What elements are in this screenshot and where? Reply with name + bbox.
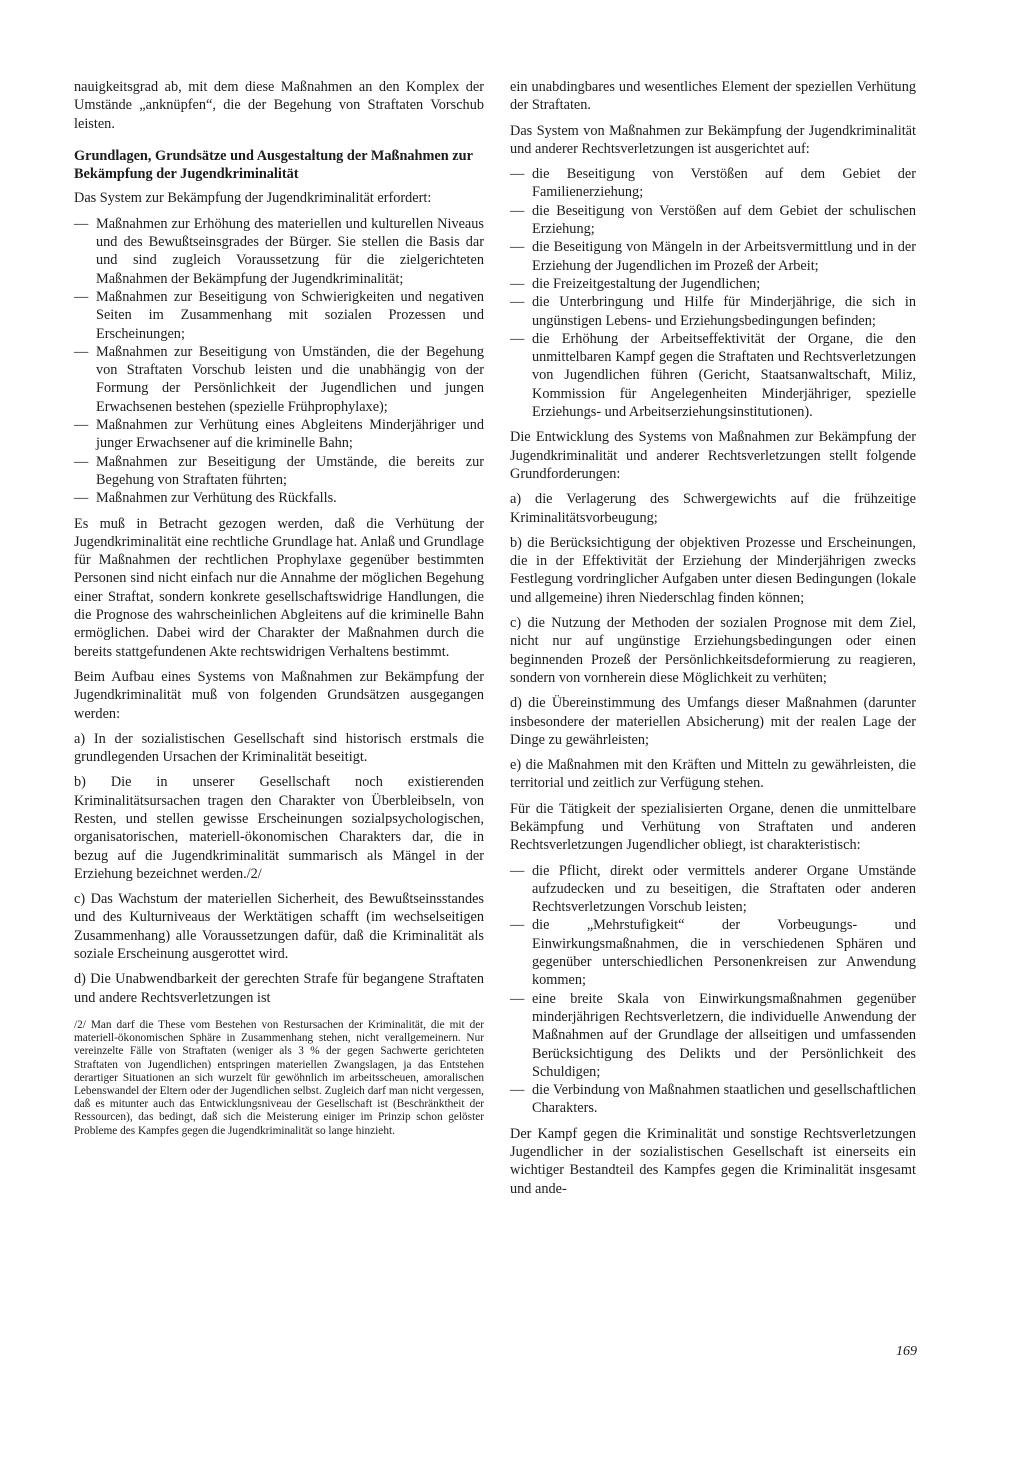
list-item: — die Unterbringung und Hilfe für Minderjährige, die sich in ungünstigen Lebens- und Erziehungsbedingungen befinden; bbox=[510, 293, 916, 330]
right-column bbox=[510, 78, 916, 1205]
requirement-a: a) die Verlagerung des Schwergewichts auf die frühzeitige Kriminalitätsvorbeugung; bbox=[510, 491, 916, 526]
list-item: — die Pflicht, direkt oder vermittels anderer Organe Umstände aufzudecken und zu beseitigen, die Straftaten oder anderen Rechtsverletzungen Vorschub leisten; bbox=[510, 862, 916, 917]
list-item: — die Erhöhung der Arbeitseffektivität der Organe, die den unmittelbaren Kampf gegen die Straftaten und Rechtsverletzungen von Jugendlichen führen (Gericht, Staatsanwaltschaft, Miliz, Kommission für Angelegenheiten Minderjähriger, spezielle Erziehungs- und Arbeitserziehungsinstitutionen). bbox=[510, 330, 916, 421]
focus-list bbox=[510, 165, 916, 421]
requirement-c: c) die Nutzung der Methoden der sozialen Prognose mit dem Ziel, nicht nur auf ungünstige Erziehungsbedingungen oder einen beginnenden Prozeß der Persönlichkeitsdeformierung zu reagieren, sondern von vornherein diese Möglichkeit zu verhüten; bbox=[510, 615, 916, 686]
principle-b: b) Die in unserer Gesellschaft noch existierenden Kriminalitätsursachen tragen den Charakter von Überbleibseln, von Resten, und stellen gewisse Erscheinungen sozialpsychologischen, organisatorischen, materiell-ökonomischen Charakters dar, die in bezug auf die Jugendkriminalität summarisch als Mängel in der Erziehung bezeichnet werden./2/ bbox=[74, 774, 484, 882]
list-item: — die Beseitigung von Mängeln in der Arbeitsvermittlung und in der Erziehung der Jugendlichen im Prozeß der Arbeit; bbox=[510, 238, 916, 275]
list-item: — eine breite Skala von Einwirkungsmaßnahmen gegenüber minderjährigen Rechtsverletzern, die individuelle Anwendung der Maßnahmen auf der Grundlage der allseitigen und umfassenden Berücksichtigung des Delikts und der Persönlichkeit des Schuldigen; bbox=[510, 990, 916, 1081]
requirement-d: d) die Übereinstimmung des Umfangs dieser Maßnahmen (darunter insbesondere der materiellen Absicherung) mit der realen Lage der Dinge zu gewährleisten; bbox=[510, 695, 916, 748]
list-item: — Maßnahmen zur Beseitigung der Umstände, die bereits zur Begehung von Straftaten führten; bbox=[74, 453, 484, 490]
list-item: — die Verbindung von Maßnahmen staatlichen und gesellschaftlichen Charakters. bbox=[510, 1081, 916, 1118]
paragraph: Der Kampf gegen die Kriminalität und sonstige Rechtsverletzungen Jugendlicher in der sozialistischen Gesellschaft ist einerseits ein wichtiger Bestandteil des Kampfes gegen die Kriminalität insgesamt und ande- bbox=[510, 1125, 916, 1197]
list-item: — Maßnahmen zur Beseitigung von Umständen, die der Begehung von Straftaten Vorschub leisten und die unabhängig von der Formung der Persönlichkeit der Jugendlichen und jungen Erwachsenen bestehen (spezielle Frühprophylaxe); bbox=[74, 343, 484, 416]
list-item: — die Beseitigung von Verstößen auf dem Gebiet der Familienerziehung; bbox=[510, 165, 916, 202]
list-item: — Maßnahmen zur Beseitigung von Schwierigkeiten und negativen Seiten im Zusammenhang mit sozialen Prozessen und Erscheinungen; bbox=[74, 288, 484, 343]
principle-d: d) Die Unabwendbarkeit der gerechten Strafe für begangene Straftaten und andere Rechtsverletzungen ist bbox=[74, 971, 484, 1006]
left-column bbox=[74, 78, 484, 1145]
list-item: — Maßnahmen zur Erhöhung des materiellen und kulturellen Niveaus und des Bewußtseinsgrades der Bürger. Sie stellen die Basis dar und sind zugleich Voraussetzung für die zielgerichteten Maßnahmen der Bekämpfung der Jugendkriminalität; bbox=[74, 215, 484, 288]
page-number: 169 bbox=[896, 1344, 917, 1359]
list-item: — die Freizeitgestaltung der Jugendlichen; bbox=[510, 275, 916, 293]
list-item: — Maßnahmen zur Verhütung des Rückfalls. bbox=[74, 489, 484, 507]
paragraph: Es muß in Betracht gezogen werden, daß die Verhütung der Jugendkriminalität eine rechtliche Grundlage hat. Anlaß und Grundlage für Maßnahmen der rechtlichen Prophylaxe gegenüber bestimmten Personen sind nicht einfach nur die Annahme der möglichen Begehung einer Straftat, sondern konkrete gesellschaftswidrige Handlungen, die die Prognose des wahrscheinlichen Abgleitens auf die kriminelle Bahn ermöglichen. Dabei wird der Charakter der Maßnahmen durch die bereits stattgefundenen Akte rechtswidrigen Verhaltens bestimmt. bbox=[74, 515, 484, 660]
characteristics-list bbox=[510, 862, 916, 1118]
paragraph-continuation: ein unabdingbares und wesentliches Element der speziellen Verhütung der Straftaten. bbox=[510, 79, 916, 114]
list-item: — die Beseitigung von Verstößen auf dem Gebiet der schulischen Erziehung; bbox=[510, 202, 916, 239]
requirement-b: b) die Berücksichtigung der objektiven Prozesse und Erscheinungen, die in der Effektivität der Erziehung der Minderjährigen zwecks Festlegung vordringlicher Aufgaben unter diesen Bedingungen (lokale und allgemeine) ihren Niederschlag finden können; bbox=[510, 534, 916, 606]
paragraph: Das System von Maßnahmen zur Bekämpfung der Jugendkriminalität und anderer Rechtsverletzungen ist ausgerichtet auf: bbox=[510, 122, 916, 157]
list-item: — die „Mehrstufigkeit“ der Vorbeugungs- und Einwirkungsmaßnahmen, die in verschiedenen Sphären und gegenüber unterschiedlichen Personenkreisen zur Anwendung kommen; bbox=[510, 916, 916, 989]
footnote: /2/ Man darf die These vom Bestehen von Restursachen der Kriminalität, die mit der materiell-ökonomischen Sphäre in Zusammenhang stehen, nicht verallgemeinern. Nur vereinzelte Fälle von Straftaten (weniger als 3 % der gegen Sachwerte gerichteten Straftaten von Jugendlichen) entspringen materiellen Zwangslagen, ja das Entstehen derartiger Situationen an sich wurzelt für gewöhnlich im arbeitsscheuen, amoralischen Lebenswandel der Eltern oder der Jugendlichen selbst. Zugleich darf man nicht vergessen, daß es mitunter auch das Entwicklungsniveau der Gesellschaft ist (Beschränktheit der Ressourcen), das bedingt, daß sich die Meisterung einiger im Prinzip schon gelöster Probleme des Kampfes gegen die Jugendkriminalität so lange hinzieht. bbox=[74, 1018, 484, 1137]
paragraph-intro: Das System zur Bekämpfung der Jugendkriminalität erfordert: bbox=[74, 190, 432, 207]
list-item: — Maßnahmen zur Verhütung eines Abgleitens Minderjähriger und junger Erwachsener auf die kriminelle Bahn; bbox=[74, 416, 484, 453]
paragraph: Für die Tätigkeit der spezialisierten Organe, denen die unmittelbare Bekämpfung und Verhütung von Straftaten und anderen Rechtsverletzungen Jugendlicher obliegt, ist charakteristisch: bbox=[510, 800, 916, 854]
requirement-e: e) die Maßnahmen mit den Kräften und Mitteln zu gewährleisten, die territorial und zeitlich zur Verfügung stehen. bbox=[510, 757, 916, 792]
principle-a: a) In der sozialistischen Gesellschaft sind historisch erstmals die grundlegenden Ursachen der Kriminalität beseitigt. bbox=[74, 730, 484, 766]
principle-c: c) Das Wachstum der materiellen Sicherheit, des Bewußtseinsstandes und des Kulturniveaus der Werktätigen schafft (im wechselseitigen Zusammenhang) alle Voraussetzungen dafür, daß die Kriminalität als soziale Erscheinung ausgerottet wird. bbox=[74, 891, 484, 963]
section-heading: Grundlagen, Grundsätze und Ausgestaltung der Maßnahmen zur Bekämpfung der Jugendkriminalität bbox=[74, 147, 473, 183]
measures-list bbox=[74, 215, 484, 508]
paragraph: Die Entwicklung des Systems von Maßnahmen zur Bekämpfung der Jugendkriminalität und anderer Rechtsverletzungen stellt folgende Grundforderungen: bbox=[510, 429, 916, 482]
paragraph: Beim Aufbau eines Systems von Maßnahmen zur Bekämpfung der Jugendkriminalität muß von folgenden Grundsätzen ausgegangen werden: bbox=[74, 668, 484, 722]
paragraph-continuation: nauigkeitsgrad ab, mit dem diese Maßnahmen an den Komplex der Umstände „anknüpfen“, die der Begehung von Straftaten Vorschub leisten. bbox=[74, 79, 484, 132]
